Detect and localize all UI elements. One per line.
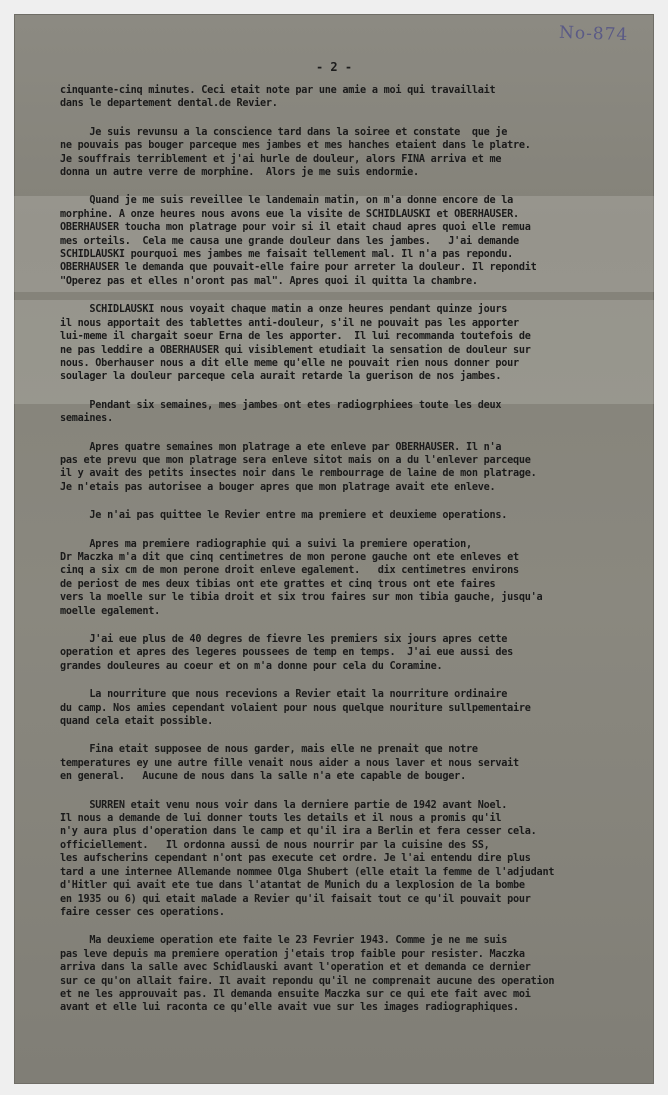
text-line: de periost de mes deux tibias ont ete grattes et cinq trous ont ete faires xyxy=(60,578,496,590)
text-line: moelle egalement. xyxy=(60,605,161,617)
text-line: nous. Oberhauser nous a dit elle meme qu'elle ne pouvait rien nous donner pour xyxy=(60,357,519,369)
text-line: en general. Aucune de nous dans la salle n'a ete capable de bouger. xyxy=(60,771,466,783)
text-line: temperatures ey une autre fille venait nous aider a nous laver et nous servait xyxy=(60,757,519,769)
text-line: cinq a six cm de mon perone droit enleve egalement. dix centimetres environs xyxy=(60,565,519,577)
text-line: SCHIDLAUSKI nous voyait chaque matin a onze heures pendant quinze jours xyxy=(60,304,508,316)
text-line: dans le departement dental.de Revier. xyxy=(60,98,278,110)
text-line: semaines. xyxy=(60,413,113,425)
paragraph xyxy=(60,84,636,111)
text-line: n'y aura plus d'operation dans le camp et qu'il ira a Berlin et fera cesser cela. xyxy=(60,826,537,838)
text-line: sur ce qu'on allait faire. Il avait repondu qu'il ne comprenait aucune des operation xyxy=(60,975,555,987)
text-line: SURREN etait venu nous voir dans la derniere partie de 1942 avant Noel. xyxy=(60,799,508,811)
document-body xyxy=(60,84,636,1030)
text-line: du camp. Nos amies cependant volaient pour nous quelque nouriture sullpementaire xyxy=(60,702,531,714)
text-line: "Operez pas et elles n'oront pas mal". Apres quoi il quitta la chambre. xyxy=(60,275,478,287)
text-line: grandes douleures au coeur et on m'a donne pour cela du Coramine. xyxy=(60,660,443,672)
text-line: pas leve depuis ma premiere operation j'etais trop faible pour resister. Maczka xyxy=(60,948,525,960)
text-line: il nous apportait des tablettes anti-douleur, s'il ne pouvait pas les apporter xyxy=(60,317,519,329)
text-line: lui-meme il chargait soeur Erna de les apporter. Il lui recommanda toutefois de xyxy=(60,331,531,343)
paragraph xyxy=(60,743,636,783)
text-line: ne pas leddire a OBERHAUSER qui visiblement etudiait la sensation de douleur sur xyxy=(60,344,531,356)
text-line: pas ete prevu que mon platrage sera enleve sitot mais on a du l'enlever parceque xyxy=(60,454,531,466)
text-line: Je souffrais terriblement et j'ai hurle de douleur, alors FINA arriva et me xyxy=(60,153,502,165)
text-line: faire cesser ces operations. xyxy=(60,906,225,918)
text-line: ne pouvais pas bouger parceque mes jambes et mes hanches etaient dans le platre. xyxy=(60,140,531,152)
text-line: operation et apres des legeres poussees de temp en temps. J'ai eue aussi des xyxy=(60,647,514,659)
text-line: Je suis revunsu a la conscience tard dans la soiree et constate que je xyxy=(60,126,508,138)
text-line: arriva dans la salle avec Schidlauski avant l'operation et et demanda ce dernier xyxy=(60,962,531,974)
page-number: - 2 - xyxy=(315,60,353,74)
paragraph xyxy=(60,799,636,920)
paragraph xyxy=(60,303,636,383)
paragraph xyxy=(60,688,636,728)
text-line: OBERHAUSER le demanda que pouvait-elle faire pour arreter la douleur. Il repondit xyxy=(60,262,537,274)
text-line: quand cela etait possible. xyxy=(60,716,213,728)
paragraph xyxy=(60,633,636,673)
paragraph xyxy=(60,538,636,618)
text-line: SCHIDLAUSKI pourquoi mes jambes me faisait tellement mal. Il n'a pas repondu. xyxy=(60,249,514,261)
text-line: J'ai eue plus de 40 degres de fievre les premiers six jours apres cette xyxy=(60,634,508,645)
text-line: avant et elle lui raconta ce qu'elle avait vue sur les images radiographiques. xyxy=(60,1002,519,1014)
text-line: les aufscherins cependant n'ont pas execute cet ordre. Je l'ai entendu dire plus xyxy=(60,853,531,865)
text-line: tard a une internee Allemande nommee Olga Shubert (elle etait la femme de l'adjudant xyxy=(60,866,555,878)
text-line: Pendant six semaines, mes jambes ont etes radiogrphiees toute les deux xyxy=(60,399,502,411)
paragraph xyxy=(60,934,636,1014)
text-line: Je n'etais pas autorisee a bouger apres que mon platrage avait ete enleve. xyxy=(60,481,496,493)
text-line: Il nous a demande de lui donner touts les details et il nous a promis qu'il xyxy=(60,813,502,825)
paragraph xyxy=(60,194,636,288)
text-line: officiellement. Il ordonna aussi de nous nourrir par la cuisine des SS, xyxy=(60,839,490,851)
archive-stamp: No-874 xyxy=(558,22,629,46)
paragraph xyxy=(60,399,636,426)
text-line: cinquante-cinq minutes. Ceci etait note par une amie a moi qui travaillait xyxy=(60,85,496,96)
paragraph xyxy=(60,126,636,180)
paragraph xyxy=(60,441,636,495)
text-line: Fina etait supposee de nous garder, mais elle ne prenait que notre xyxy=(60,744,478,756)
text-line: soulager la douleur parceque cela aurait retarde la guerison de nos jambes. xyxy=(60,371,502,383)
text-line: il y avait des petits insectes noir dans le rembourrage de laine de mon platrage. xyxy=(60,468,537,480)
text-line: morphine. A onze heures nous avons eue la visite de SCHIDLAUSKI et OBERHAUSER. xyxy=(60,208,519,220)
text-line: Quand je me suis reveillee le landemain matin, on m'a donne encore de la xyxy=(60,195,514,207)
text-line: La nourriture que nous recevions a Revier etait la nourriture ordinaire xyxy=(60,689,508,701)
text-line: d'Hitler qui avait ete tue dans l'atantat de Munich du a lexplosion de la bombe xyxy=(60,880,525,892)
text-line: Je n'ai pas quittee le Revier entre ma premiere et deuxieme operations. xyxy=(60,510,508,522)
text-line: Apres ma premiere radiographie qui a suivi la premiere operation, xyxy=(60,538,472,550)
text-line: Ma deuxieme operation ete faite le 23 Fevrier 1943. Comme je ne me suis xyxy=(60,935,508,947)
text-line: Dr Maczka m'a dit que cinq centimetres de mon perone gauche ont ete enleves et xyxy=(60,551,519,563)
paragraph xyxy=(60,509,636,522)
text-line: OBERHAUSER toucha mon platrage pour voir si il etait chaud apres quoi elle remua xyxy=(60,222,531,234)
text-line: vers la moelle sur le tibia droit et six trou faires sur mon tibia gauche, jusqu'a xyxy=(60,592,543,604)
text-line: Apres quatre semaines mon platrage a ete enleve par OBERHAUSER. Il n'a xyxy=(60,441,502,453)
text-line: et ne les approuvait pas. Il demanda ensuite Maczka sur ce qui ete fait avec moi xyxy=(60,988,531,1000)
text-line: mes orteils. Cela me causa une grande douleur dans les jambes. J'ai demande xyxy=(60,235,519,247)
text-line: en 1935 ou 6) qui etait malade a Revier qu'il faisait tout ce qu'il pouvait pour xyxy=(60,893,531,905)
text-line: donna un autre verre de morphine. Alors je me suis endormie. xyxy=(60,167,419,179)
